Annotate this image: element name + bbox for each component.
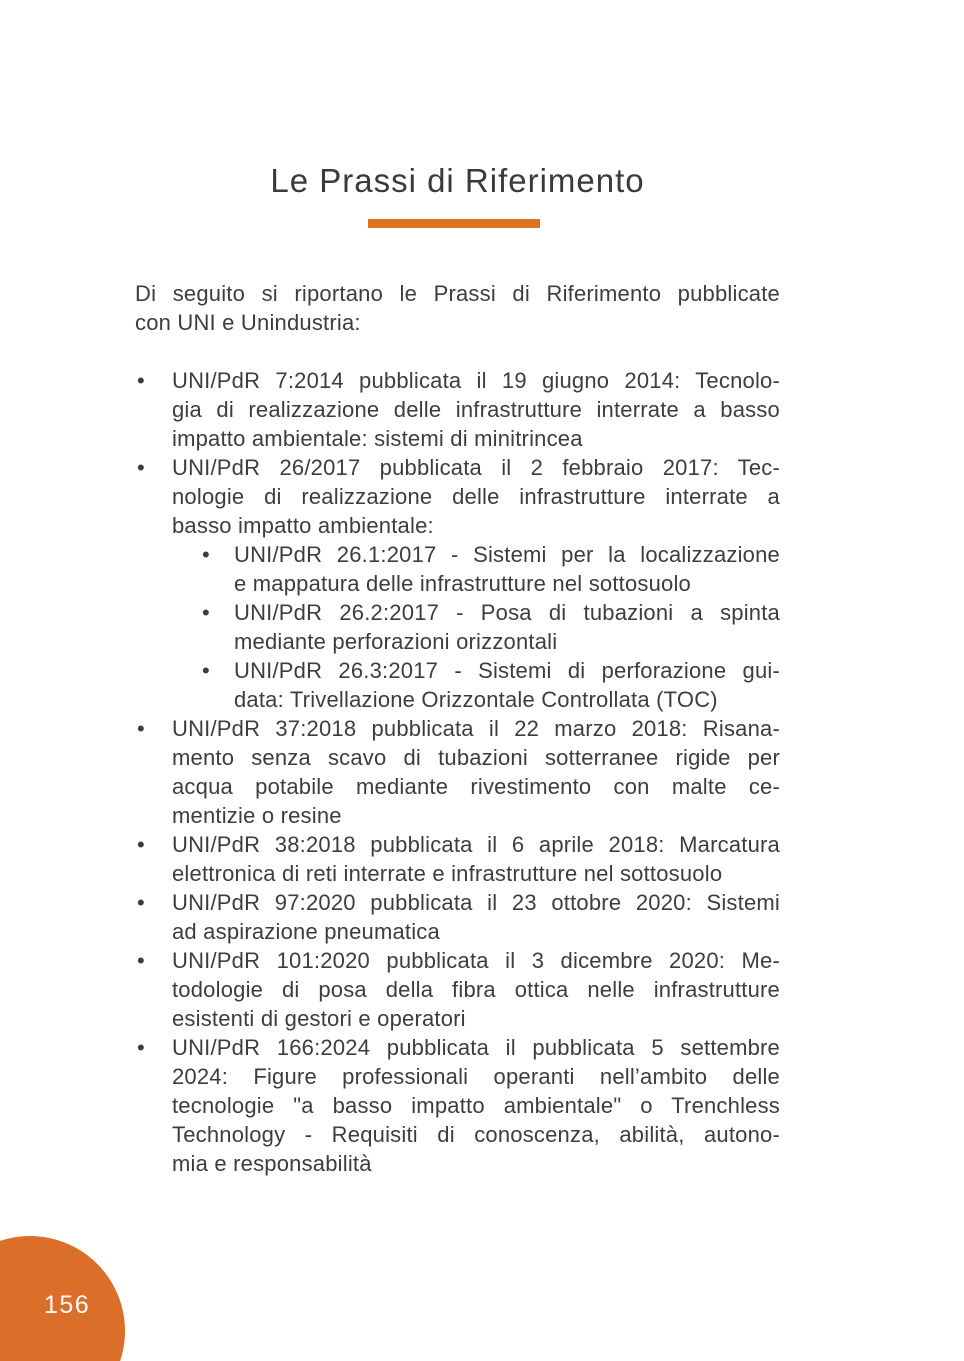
text-line: mentizie o resine [172,803,342,828]
text-line: ad aspirazione pneumatica [172,919,440,944]
text-line: UNI/PdR 26.2:2017 - Posa di tubazioni a spinta [234,600,780,625]
bullet-icon: • [137,455,145,480]
list-item [135,830,780,888]
text-line: UNI/PdR 37:2018 pubblicata il 22 marzo 2018: Risana- [172,716,780,741]
bullet-icon: • [137,890,145,915]
list-item [135,453,780,540]
bullet-icon: • [202,658,210,683]
page-number: 156 [44,1291,91,1319]
list-item-text [234,656,780,714]
list-item [135,366,780,453]
list-item-text [172,888,780,946]
prassi-list [135,366,780,1178]
text-line: UNI/PdR 26.1:2017 - Sistemi per la localizzazione [234,542,780,567]
list-item [135,1033,780,1178]
text-line: data: Trivellazione Orizzontale Controllata (TOC) [234,687,718,712]
list-item-text [172,1033,780,1178]
bullet-icon: • [137,368,145,393]
text-line: UNI/PdR 7:2014 pubblicata il 19 giugno 2014: Tecnolo- [172,368,780,393]
bullet-icon: • [137,832,145,857]
bullet-icon: • [202,600,210,625]
text-line: esistenti di gestori e operatori [172,1006,466,1031]
list-item [201,540,780,598]
text-line: Technology - Requisiti di conoscenza, abilità, autono- [172,1122,780,1147]
intro-paragraph [135,279,780,337]
text-line: mento senza scavo di tubazioni sotterranee rigide per [172,745,780,770]
text-line: mediante perforazioni orizzontali [234,629,558,654]
list-item-text [172,714,780,830]
text-line: elettronica di reti interrate e infrastrutture nel sottosuolo [172,861,723,886]
text-line: UNI/PdR 38:2018 pubblicata il 6 aprile 2018: Marcatura [172,832,780,857]
text-line: e mappatura delle infrastrutture nel sottosuolo [234,571,691,596]
list-item-text [172,453,780,540]
list-item [135,888,780,946]
text-line: UNI/PdR 101:2020 pubblicata il 3 dicembre 2020: Me- [172,948,780,973]
text-line: impatto ambientale: sistemi di minitrincea [172,426,583,451]
list-item-text [234,540,780,598]
text-line: basso impatto ambientale: [172,513,434,538]
list-item-text [172,830,780,888]
text-line: nologie di realizzazione delle infrastrutture interrate a [172,484,780,509]
title-underline-decoration [368,219,540,228]
list-item [135,946,780,1033]
text-line: UNI/PdR 97:2020 pubblicata il 23 ottobre 2020: Sistemi [172,890,780,915]
text-line: UNI/PdR 166:2024 pubblicata il pubblicata 5 settembre [172,1035,780,1060]
list-item [201,656,780,714]
text-line: todologie di posa della fibra ottica nelle infrastrutture [172,977,780,1002]
text-line: tecnologie "a basso impatto ambientale" o Trenchless [172,1093,780,1118]
list-item-text [172,946,780,1033]
text-line: 2024: Figure professionali operanti nell’ambito delle [172,1064,780,1089]
list-item [135,714,780,830]
text-line: UNI/PdR 26.3:2017 - Sistemi di perforazione gui- [234,658,780,683]
text-line: acqua potabile mediante rivestimento con malte ce- [172,774,780,799]
list-item [201,598,780,656]
bullet-icon: • [137,716,145,741]
bullet-icon: • [137,1035,145,1060]
bullet-icon: • [137,948,145,973]
text-line: UNI/PdR 26/2017 pubblicata il 2 febbraio 2017: Tec- [172,455,780,480]
list-item-text [172,366,780,453]
intro-line: con UNI e Unindustria: [135,310,361,335]
page-title: Le Prassi di Riferimento [270,162,645,199]
list-item-text [234,598,780,656]
text-line: mia e responsabilità [172,1151,372,1176]
text-line: gia di realizzazione delle infrastrutture interrate a basso [172,397,780,422]
intro-line: Di seguito si riportano le Prassi di Riferimento pubblicate [135,281,780,306]
bullet-icon: • [202,542,210,567]
